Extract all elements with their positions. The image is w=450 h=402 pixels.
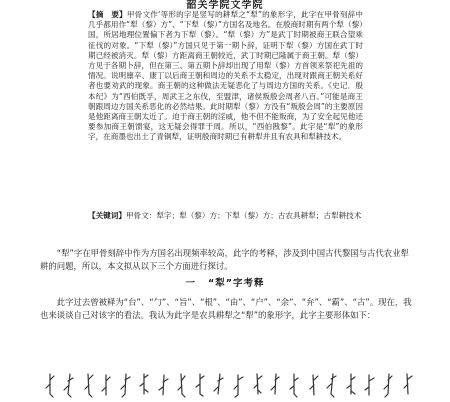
section-heading <box>0 278 450 290</box>
intro-paragraph: “犁”字在甲骨刻辞中作为方国名出现频率较高，此字的考释，涉及到中国古代黎国与古代农业犁耕的问题，所以，本文拟从以下三个方面进行探讨。 <box>40 248 409 271</box>
oracle-glyph-10 <box>213 372 226 398</box>
oracle-glyph-row <box>44 368 414 398</box>
oracle-glyph-16 <box>326 372 339 398</box>
oracle-glyph-11 <box>232 372 245 398</box>
keywords-tag: 【关键词】 <box>88 211 126 220</box>
oracle-glyph-9 <box>194 372 207 398</box>
oracle-glyph-13 <box>269 372 282 398</box>
oracle-glyph-19 <box>382 372 395 398</box>
oracle-glyph-20 <box>401 372 414 398</box>
oracle-glyph-6 <box>138 372 151 398</box>
oracle-glyph-15 <box>307 372 320 398</box>
section-number: 一 <box>185 278 196 289</box>
abstract-tag: 【摘 要】 <box>88 10 127 19</box>
oracle-glyph-3 <box>82 372 95 398</box>
oracle-glyph-5 <box>119 372 132 398</box>
oracle-glyph-18 <box>363 372 376 398</box>
keywords-text: 甲骨文：犁字；犁（黎）方；下犁（黎）方；古农具耕犁；古犁耕技术 <box>125 211 362 220</box>
oracle-glyph-1 <box>44 372 57 398</box>
section-title-text: “犁”字考释 <box>208 278 265 289</box>
oracle-glyph-8 <box>175 372 188 398</box>
oracle-glyph-2 <box>63 372 76 398</box>
keywords-block <box>88 211 363 221</box>
abstract-text: 甲骨文作‘等形的字是竖写的耕犁之“犁”的象形字，此字在甲骨刻辞中几乎都用作“犁（黎）方”、“下犁（黎）”方国名及地名。在殷商时期有两个犁（黎）国，所居地理位置偏下者为下犁（黎）。“犁（黎）方”是武丁时期被商王联合望乘征伐的对象。“下犁（黎）”方国只见于第一期卜辞，证明下犁（黎）方国在武丁时期已经被消灭。犁（黎）方距离商王朝较近，武丁时期已隆属于商王朝。犁（黎）方见于各期卜辞，但在第三、第五期卜辞却出现了用犁（黎）方首领来祭祀先祖的情况。说明廪辛、康丁以后商王朝和周边的关系不太稳定，出现对跟商王朝关系好者也要劝武的现象。商王朝的这种做法无疑恶化了与周边方国的关系。《史记．殷本纪》为“西伯既孚，周武王之东伐，至盟津，诸侯叛殷会周者八百。”可能是商王朝跟周边方国关系恶化的必然结果。此时期犁（黎）方没有“叛殷会周”的主要原因是他距离商王朝太近了。迫于商王朝的淫威，他不但不能叛商，为了安全起见他还要参加商王朝馈宴，这无疑会得罪于周。所以，“西伯戡黎”。此字是“犁”的象形字，在商墨也出土了青铜犁，证明殷商时期已有耕犁并且有农具和犁耕技术。 <box>88 10 364 142</box>
oracle-glyph-12 <box>251 372 264 398</box>
page-header: 韶关学院文学院 <box>186 0 264 11</box>
body-paragraph: 此字过去曾被释为“台”、“勹”、“旨”、“根”、“由”、“户”、“余”、“弁”、“霸”、“古”。现在，我也来谈谈自己对该字的看法。我认为此字是农具耕犁之“犁”的象形字，此字主要形体如下： <box>40 297 412 320</box>
oracle-glyph-4 <box>100 372 113 398</box>
oracle-glyph-7 <box>157 372 170 398</box>
oracle-glyph-14 <box>288 372 301 398</box>
abstract-block <box>88 10 363 143</box>
oracle-glyph-17 <box>345 372 358 398</box>
